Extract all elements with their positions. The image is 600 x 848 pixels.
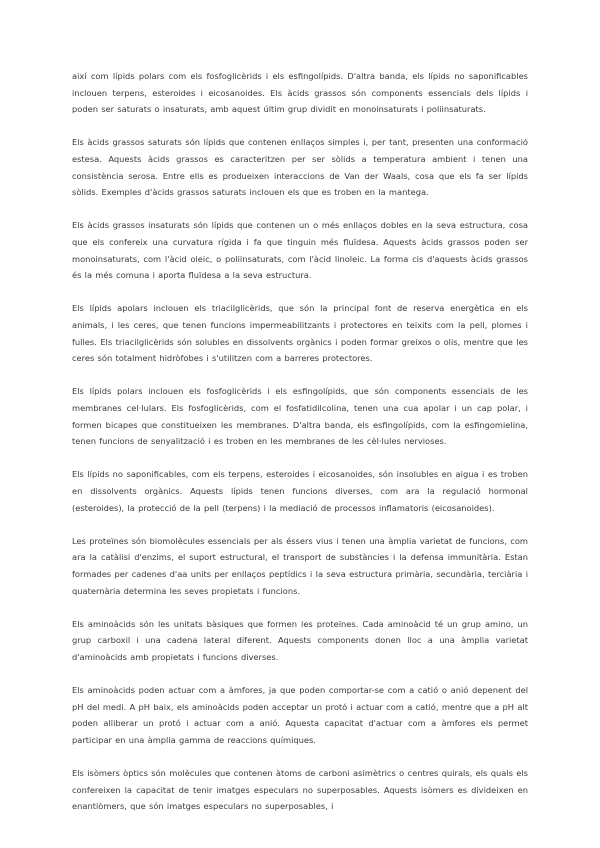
paragraph-unsaturated-fatty-acids: Els àcids grassos insaturats són lípids que contenen un o més enllaços dobles en la seva estructura, cosa que els confereix una curvatura rígida i fa que tinguin més fluïdesa. Aquests àcids grassos poden ser monoinsaturats, com l'àcid oleic, o poliinsaturats, com l'àcid linoleic. La forma cis d'aquests àcids grassos és la més comuna i aporta fluïdesa a la seva estructura. — [72, 220, 528, 281]
paragraph-proteins: Les proteïnes són biomolècules essencials per als éssers vius i tenen una àmplia varietat de funcions, com ara la catàlisi d'enzims, el suport estructural, el transport de substàncies i la defensa immunitària. Estan formades per cadenes d'aa units per enllaços peptídics i la seva estructura primària, secundària, terciària i quaternària determina les seves propietats i funcions. — [72, 535, 528, 596]
document-body — [72, 68, 528, 831]
paragraph-apolar-lipids: Els lípids apolars inclouen els triacilglicèrids, que són la principal font de reserva energètica en els animals, i les ceres, que tenen funcions impermeabilitzants i protectores en teixits com la pell, plomes i fulles. Els triacilglicèrids són solubles en dissolvents orgànics i poden formar greixos o olis, mentre que les ceres són totalment hidròfobes i s'utilitzen com a barreres protectores. — [72, 303, 528, 364]
paragraph-amino-acids: Els aminoàcids són les unitats bàsiques que formen les proteïnes. Cada aminoàcid té un grup amino, un grup carboxil i una cadena lateral diferent. Aquests components donen lloc a una àmplia varietat d'aminoàcids amb propietats i funcions diverses. — [72, 618, 528, 662]
paragraph-non-saponifiable-lipids: Els lípids no saponificables, com els terpens, esteroides i eicosanoides, són insolubles en aigua i es troben en dissolvents orgànics. Aquests lípids tenen funcions diverses, com ara la regulació hormonal (esteroides), la protecció de la pell (terpens) i la mediació de processos inflamatoris (eicosanoides). — [72, 469, 528, 513]
paragraph-saturated-fatty-acids: Els àcids grassos saturats són lípids que contenen enllaços simples i, per tant, presenten una conformació estesa. Aquests àcids grassos es caracteritzen per ser sòlids a temperatura ambient i tenen una consistència serosa. Entre ells es produeixen interaccions de Van der Waals, cosa que els fa ser lípids sòlids. Exemples d'àcids grassos saturats inclouen els que es troben en la mantega. — [72, 137, 528, 198]
paragraph-optical-isomers: Els isòmers òptics són molècules que contenen àtoms de carboni asimètrics o centres quirals, els quals els confereixen la capacitat de tenir imatges especulars no superposables. Aquests isòmers es divideixen en enantiòmers, que són imatges especulars no superposables, i — [72, 767, 528, 812]
paragraph-lipids-overview: així com lípids polars com els fosfoglicèrids i els esfingolípids. D'altra banda, els lípids no saponificables inclouen terpens, esteroides i eicosanoides. Els àcids grassos són components essencials dels lípids i poden ser saturats o insaturats, amb aquest últim grup dividit en monoinsaturats i poliinsaturats. — [72, 71, 528, 115]
paragraph-amphoteric-amino-acids: Els aminoàcids poden actuar com a àmfores, ja que poden comportar-se com a catió o anió depenent del pH del medi. A pH baix, els aminoàcids poden acceptar un protó i actuar com a catió, mentre que a pH alt poden alliberar un protó i actuar com a anió. Aquesta capacitat d'actuar com a àmfores els permet participar en una àmplia gamma de reaccions químiques. — [72, 684, 528, 745]
paragraph-polar-lipids: Els lípids polars inclouen els fosfoglicèrids i els esfingolípids, que són components essencials de les membranes cel·lulars. Els fosfoglicèrids, com el fosfatidilcolina, tenen una cua apolar i un cap polar, i formen bicapes que constitueixen les membranes. D'altra banda, els esfingolípids, com la esfingomielina, tenen funcions de senyalització i es troben en les membranes de les cèl·lules nervioses. — [72, 386, 528, 447]
